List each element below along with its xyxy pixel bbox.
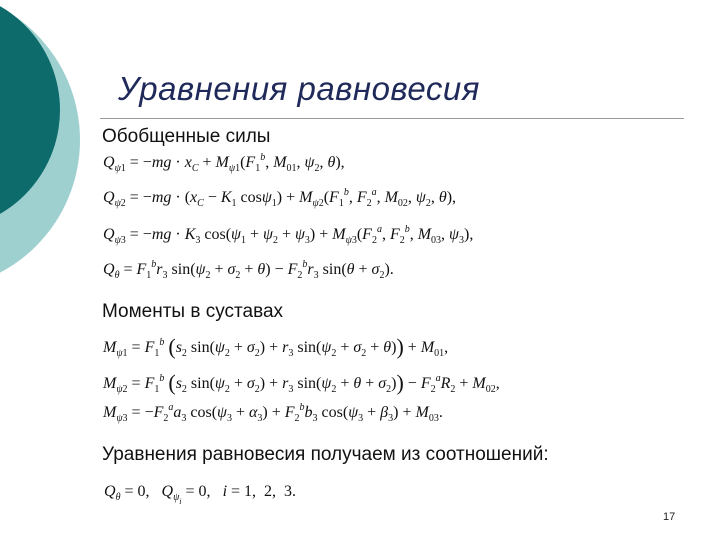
decorative-circle-graphic	[0, 0, 90, 290]
equation-m-psi1: $M_{\psi 1} = F_1^b$ ($s_2$ $\sin(\psi_2 + \sigma_2) + r_3$ $\sin(\psi_2 + \sigma_2 + \theta)) + M_{01}$,	[103, 334, 449, 359]
section-heading-moments: Моменты в суставах	[102, 301, 284, 322]
equation-m-psi3: $M_{\psi 3} = -F_2^aa_3$ $\cos(\psi_3 + \alpha_3) + F_2^bb_3$ $\cos(\psi_3 + \beta_3) + M_{03}$.	[103, 402, 443, 424]
equation-q-psi2: $Q_{\psi 2} = -mg \cdot (x_C - K_1$ $\cos\psi_1) + M_{\psi 2}(F_1^b$, $F_2^a$, $M_{02}$, $\psi_2$, θ),	[103, 187, 457, 209]
equation-q-psi3: $Q_{\psi 3} = -mg \cdot K_3$ $\cos(\psi_1 + \psi_2 + \psi_3) + M_{\psi 3}(F_2^a$, $F_2^b$, $M_{03}$, $\psi_3$),	[103, 224, 474, 246]
equation-conclusion: $Q_\theta = 0$, $Q_{\psi_i} = 0$, i = 1, 2, 3.	[104, 483, 297, 506]
section-heading-forces: Обобщенные силы	[102, 126, 271, 147]
equation-q-theta: $Q_\theta = F_1^br_3$ $\sin(\psi_2 + \sigma_2 + \theta) - F_2^br_3$ $\sin(\theta + \sigma_2)$.	[103, 259, 394, 281]
title-divider	[100, 118, 684, 119]
page-number: 17	[663, 511, 676, 523]
equation-m-psi2: $M_{\psi 2} = F_1^b$ ($s_2$ $\sin(\psi_2 + \sigma_2) + r_3$ $\sin(\psi_2 + \theta + \sigma_2)) - F_2^aR_2 + M_{02}$,	[103, 370, 500, 395]
slide-title: Уравнения равновесия	[118, 70, 480, 107]
section-heading-conclusion: Уравнения равновесия получаем из соотношений:	[102, 444, 549, 465]
equation-q-psi1: $Q_{\psi 1} = -mg \cdot x_C + M_{\psi 1}(F_1^b$, $M_{01}$, $\psi_2$, θ),	[103, 152, 345, 174]
